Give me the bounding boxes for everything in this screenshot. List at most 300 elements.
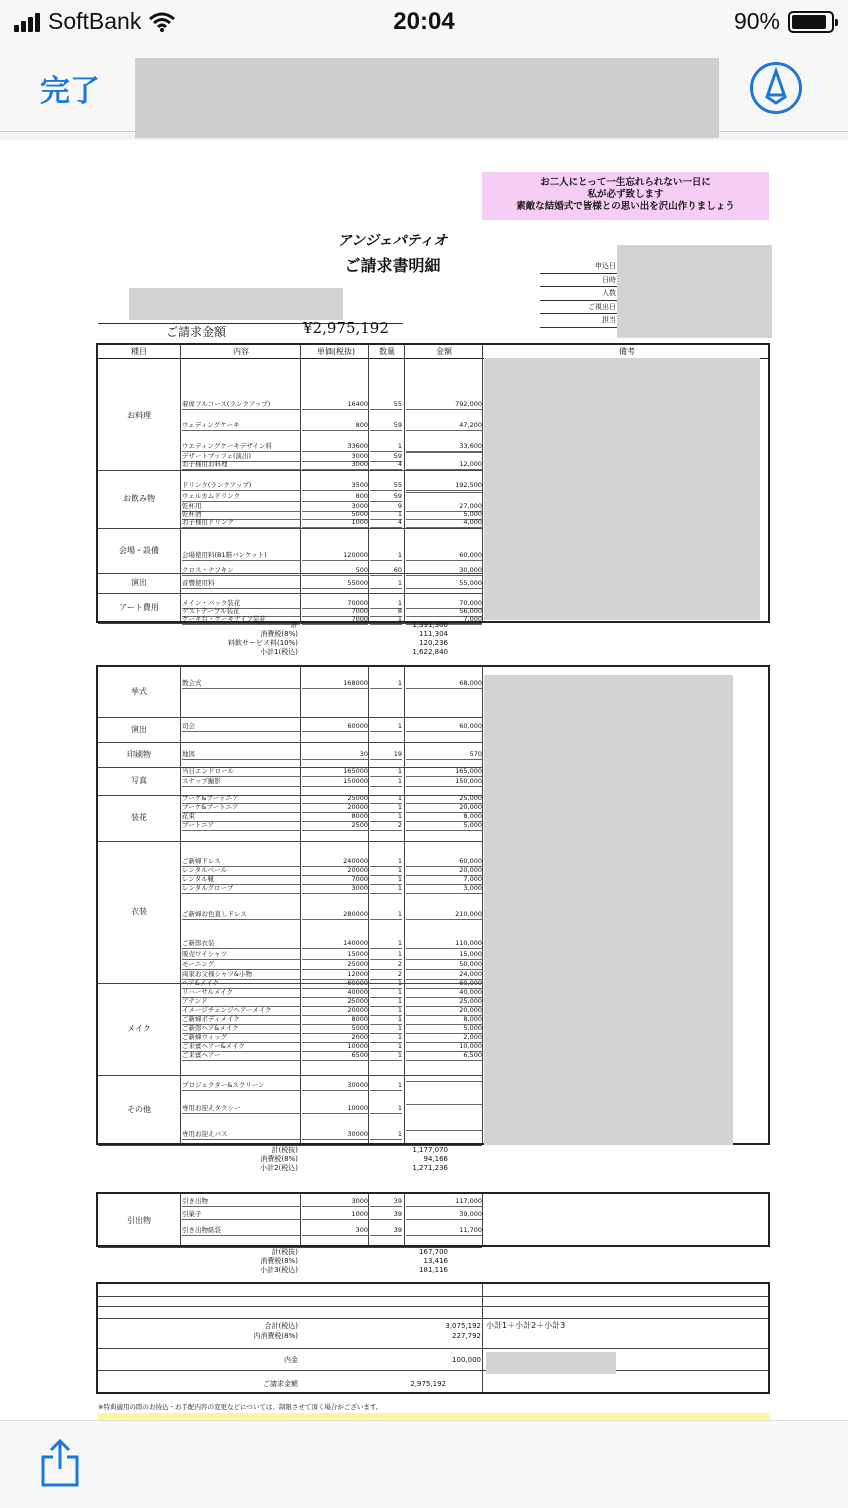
amount: 60,000 (406, 979, 482, 989)
summary-row (98, 1155, 482, 1164)
item-name: レンタルグローブ (182, 884, 300, 894)
deposit-label: 内金 (284, 1356, 298, 1364)
quantity: 1 (370, 679, 402, 689)
item-name: 引菓子 (182, 1210, 300, 1220)
amount: 33,600 (406, 442, 482, 452)
quantity: 1 (370, 551, 402, 561)
redacted-client (129, 288, 343, 320)
unit-price: 25000 (302, 960, 368, 970)
quantity: 39 (370, 1226, 402, 1236)
status-bar (0, 0, 848, 44)
unit-price: 1000 (302, 518, 368, 528)
table-row (98, 1081, 488, 1090)
quantity: 1 (370, 866, 402, 876)
quantity: 1 (370, 1130, 402, 1140)
table-row (98, 857, 488, 866)
redacted-remarks (484, 358, 760, 620)
table-row (98, 400, 488, 409)
unit-price: 5000 (302, 510, 368, 520)
amount: 8,000 (406, 1015, 482, 1025)
category-label: 演出 (131, 724, 147, 734)
unit-price: 165000 (302, 767, 368, 777)
meta-label: ご視出日 (540, 301, 620, 315)
quantity: 39 (370, 1197, 402, 1207)
amount: 210,000 (406, 910, 482, 920)
quantity: 1 (370, 803, 402, 813)
quantity: 1 (370, 979, 402, 989)
item-name: スナップ撮影 (182, 777, 300, 787)
markup-pen-icon[interactable] (750, 62, 802, 114)
table-row (98, 997, 488, 1006)
header-qty: 数量 (379, 347, 395, 356)
unit-price: 7000 (302, 615, 368, 625)
message-banner (482, 172, 769, 220)
amount: 792,000 (406, 400, 482, 410)
unit-price: 7000 (302, 607, 368, 617)
quantity: 1 (370, 997, 402, 1007)
quantity: 1 (370, 722, 402, 732)
bottom-toolbar (0, 1420, 848, 1508)
amount: 7,000 (406, 615, 482, 625)
amount: 20,000 (406, 803, 482, 813)
banner-line: お二人にとって一生忘れられない一日に (540, 177, 711, 188)
category-label: その他 (127, 1105, 151, 1114)
unit-price: 140000 (302, 939, 368, 949)
unit-price: 3000 (302, 452, 368, 462)
summary-row (98, 621, 482, 630)
quantity: 1 (370, 615, 402, 625)
unit-price: 20000 (302, 866, 368, 876)
unit-price: 7000 (302, 875, 368, 885)
amount: 20,000 (406, 866, 482, 876)
amount: 55,000 (406, 579, 482, 589)
quantity: 1 (370, 1033, 402, 1043)
billing-row (98, 1380, 498, 1389)
unit-price: 2000 (302, 1033, 368, 1043)
quantity: 1 (370, 950, 402, 960)
unit-price: 25000 (302, 997, 368, 1007)
item-name: プロジェクター&スクリーン (182, 1081, 300, 1091)
item-name: ウェルカムドリンク (182, 492, 300, 502)
quantity: 4 (370, 460, 402, 470)
category-label: 衣装 (131, 907, 147, 916)
unit-price: 3500 (302, 481, 368, 491)
grand-total-note: 小計1＋小計2＋小計3 (486, 1321, 566, 1330)
unit-price: 55000 (302, 579, 368, 589)
header-remarks: 備考 (619, 347, 635, 356)
redacted-deposit (486, 1352, 616, 1374)
item-name: 販売ワイシャツ (182, 950, 300, 960)
table-row (98, 1006, 488, 1015)
item-name: ブーケ&ブートニア (182, 803, 300, 813)
item-name: ご新婦お色直しドレス (182, 910, 300, 920)
meta-fields (540, 260, 620, 328)
unit-price: 5000 (302, 1024, 368, 1034)
amount (406, 1104, 482, 1105)
summary-label: 消費税(8%) (260, 630, 298, 638)
header-category: 種目 (131, 347, 147, 356)
unit-price: 30000 (302, 1081, 368, 1091)
unit-price: 20000 (302, 803, 368, 813)
section3-table (96, 1192, 770, 1247)
quantity: 1 (370, 1081, 402, 1091)
unit-price: 2500 (302, 821, 368, 831)
amount: 70,000 (406, 599, 482, 609)
billing-total-value: ¥2,975,192 (303, 319, 389, 337)
item-name: 教会式 (182, 679, 300, 689)
quantity: 1 (370, 1051, 402, 1061)
grand-total-value: 3,075,192 (445, 1322, 481, 1330)
amount: 570 (406, 750, 482, 760)
amount: 6,500 (406, 1051, 482, 1061)
category-label: 演出 (131, 578, 147, 587)
category-label: 装花 (131, 813, 147, 822)
item-name: メイン・バック装花 (182, 599, 300, 609)
quantity: 1 (370, 794, 402, 804)
item-name: モーニング (182, 960, 300, 970)
quantity: 1 (370, 599, 402, 609)
table-row (98, 803, 488, 812)
unit-price: 150000 (302, 777, 368, 787)
table-row (98, 939, 488, 948)
item-name: 両家お父様シャツ&小物 (182, 970, 300, 980)
battery-icon (788, 11, 834, 33)
item-name: リハーサルメイク (182, 988, 300, 998)
unit-price: 10000 (302, 1104, 368, 1114)
amount: 5,000 (406, 821, 482, 831)
unit-price: 3000 (302, 1197, 368, 1207)
grand-total-row (98, 1322, 498, 1331)
amount: 2,000 (406, 1033, 482, 1043)
amount: 165,000 (406, 767, 482, 777)
table-row (98, 421, 488, 430)
quantity: 1 (370, 884, 402, 894)
quantity: 8 (370, 607, 402, 617)
grand-total-label: 合計(税込) (264, 1322, 298, 1330)
summary-label: 計(税抜) (271, 1248, 298, 1256)
item-name: ご来賓ヘアー&メイク (182, 1042, 300, 1052)
summary-row (98, 1266, 482, 1275)
summary-value: 1,271,236 (412, 1164, 448, 1172)
unit-price: 15000 (302, 950, 368, 960)
quantity: 1 (370, 939, 402, 949)
item-name: クロス・ナフキン (182, 566, 300, 576)
quantity: 1 (370, 767, 402, 777)
quantity: 1 (370, 777, 402, 787)
item-name: お子様用ドリンク (182, 518, 300, 528)
carrier-label: SoftBank (48, 8, 142, 34)
tax-value: 227,792 (452, 1332, 481, 1340)
amount (406, 1130, 482, 1131)
item-name: ブートニア (182, 821, 300, 831)
quantity: 39 (370, 1210, 402, 1220)
item-name: 花束 (182, 812, 300, 822)
unit-price: 20000 (302, 1006, 368, 1016)
category-label: 引出物 (127, 1215, 151, 1225)
amount: 60,000 (406, 722, 482, 732)
banner-line: 私が必ず致します (587, 189, 664, 200)
deposit-value: 100,000 (452, 1356, 481, 1364)
document-title: ご請求書明細 (344, 256, 441, 275)
table-row (98, 960, 488, 969)
quantity: 1 (370, 579, 402, 589)
summary-row (98, 1257, 482, 1266)
share-icon[interactable] (40, 1437, 80, 1487)
amount: 8,000 (406, 812, 482, 822)
summary-label: 小計2(税込) (260, 1164, 298, 1172)
header-amount: 金額 (436, 347, 452, 356)
quantity: 59 (370, 452, 402, 462)
item-name: 乾杯酒 (182, 510, 300, 520)
table-row (98, 866, 488, 875)
tax-label: 内消費税(8%) (253, 1332, 298, 1340)
item-name: ご新婦ボディメイク (182, 1015, 300, 1025)
table-row (98, 988, 488, 997)
amount: 40,000 (406, 988, 482, 998)
summary-row (98, 639, 482, 648)
unit-price: 120000 (302, 551, 368, 561)
item-name: ご来賓ヘアー (182, 1051, 300, 1061)
category-label: 印刷物 (127, 749, 151, 759)
unit-price: 6500 (302, 1051, 368, 1061)
unit-price: 3000 (302, 502, 368, 512)
summary-value: 120,236 (419, 639, 448, 647)
quantity: 1 (370, 875, 402, 885)
unit-price: 3000 (302, 884, 368, 894)
summary-label: 消費税(8%) (260, 1257, 298, 1265)
item-name: ドリンク(ランクアップ) (182, 481, 300, 491)
quantity: 1 (370, 857, 402, 867)
document-page (0, 140, 848, 1420)
unit-price: 12000 (302, 970, 368, 980)
item-name: ご新郎衣装 (182, 939, 300, 949)
amount: 60,000 (406, 551, 482, 561)
quantity: 1 (370, 812, 402, 822)
grand-total-table (96, 1282, 770, 1394)
table-row (98, 875, 488, 884)
quantity: 4 (370, 518, 402, 528)
category-label: 写真 (131, 776, 147, 785)
item-name: ケーキ台・ケーキナイフ装花 (182, 615, 300, 625)
unit-price: 40000 (302, 988, 368, 998)
amount: 39,000 (406, 1210, 482, 1220)
summary-label: 消費税(8%) (260, 1155, 298, 1163)
amount: 24,000 (406, 970, 482, 980)
table-row (98, 1197, 488, 1206)
table-row (98, 481, 488, 490)
unit-price: 60000 (302, 722, 368, 732)
unit-price: 168000 (302, 679, 368, 689)
item-name: レンタル靴 (182, 875, 300, 885)
amount: 7,000 (406, 875, 482, 885)
summary-value: 94,166 (423, 1155, 448, 1163)
unit-price: 30000 (302, 1130, 368, 1140)
summary-label: 料飲サービス料(10%) (227, 639, 298, 647)
item-name: ご新郎ヘア&メイク (182, 1024, 300, 1034)
battery-percent: 90% (733, 8, 780, 34)
summary-row (98, 1146, 482, 1155)
billing-label: ご請求金額 (263, 1380, 298, 1388)
item-name: 引き出物紙袋 (182, 1226, 300, 1236)
amount: 117,000 (406, 1197, 482, 1207)
amount: 27,000 (406, 502, 482, 512)
quantity: 2 (370, 960, 402, 970)
quantity: 59 (370, 421, 402, 431)
quantity: 1 (370, 910, 402, 920)
summary-value: 167,700 (419, 1248, 448, 1256)
unit-price: 800 (302, 421, 368, 431)
amount: 4,000 (406, 518, 482, 528)
item-name: レンタルベール (182, 866, 300, 876)
quantity: 59 (370, 492, 402, 502)
summary-label: 計(税抜) (271, 1146, 298, 1154)
redacted-meta (617, 245, 772, 338)
billing-total-line (98, 319, 403, 339)
done-button[interactable]: 完了 (40, 74, 100, 109)
unit-price: 16400 (302, 400, 368, 410)
summary-value: 13,416 (423, 1257, 448, 1265)
amount: 56,000 (406, 607, 482, 617)
unit-price: 30 (302, 750, 368, 760)
item-name: 地図 (182, 750, 300, 760)
amount: 50,000 (406, 960, 482, 970)
summary-label: 小計1(税込) (260, 648, 298, 656)
amount: 11,700 (406, 1226, 482, 1236)
quantity: 60 (370, 566, 402, 576)
item-name: 音響使用料 (182, 579, 300, 589)
table-row (98, 1130, 488, 1139)
summary-value: 1,622,840 (412, 648, 448, 656)
header-unit-price: 単価(税抜) (316, 347, 356, 356)
unit-price: 8000 (302, 1015, 368, 1025)
category-label: 会場・設備 (119, 545, 159, 555)
quantity: 9 (370, 502, 402, 512)
quantity: 1 (370, 1015, 402, 1025)
quantity: 1 (370, 1042, 402, 1052)
quantity: 1 (370, 1024, 402, 1034)
item-name: アテンド (182, 997, 300, 1007)
status-right (734, 8, 834, 35)
item-name: 着席フルコース(ランクアップ) (182, 400, 300, 410)
item-name: ゲストテーブル装花 (182, 607, 300, 617)
summary-label: 小計3(税込) (260, 1266, 298, 1274)
clock: 20:04 (393, 8, 455, 35)
quantity: 2 (370, 970, 402, 980)
table-row (98, 1226, 488, 1235)
amount: 5,000 (406, 1024, 482, 1034)
category-label: メイク (127, 1024, 151, 1033)
item-name: イメージチェンジヘアーメイク (182, 1006, 300, 1016)
quantity: 55 (370, 481, 402, 491)
unit-price: 60000 (302, 979, 368, 989)
unit-price: 25000 (302, 794, 368, 804)
billing-total-label: ご請求金額 (166, 325, 227, 339)
amount: 10,000 (406, 1042, 482, 1052)
amount: 25,000 (406, 997, 482, 1007)
table-row (98, 1051, 488, 1060)
item-name: 司会 (182, 722, 300, 732)
billing-value: 2,975,192 (410, 1380, 446, 1388)
amount: 25,000 (406, 794, 482, 804)
item-name: お子様用お料理 (182, 460, 300, 470)
unit-price: 300 (302, 1226, 368, 1236)
table-row (98, 950, 488, 959)
table-row (98, 1033, 488, 1042)
quantity: 19 (370, 750, 402, 760)
summary-value: 111,304 (419, 630, 448, 638)
meta-label: 人数 (540, 287, 620, 301)
meta-label: 申込日 (540, 260, 620, 274)
amount: 12,000 (406, 460, 482, 470)
amount: 15,000 (406, 950, 482, 960)
item-name: 専用お迎えタクシー (182, 1104, 300, 1114)
nav-bar (0, 44, 848, 132)
amount (406, 1081, 482, 1082)
amount: 110,000 (406, 939, 482, 949)
summary-label: 計 (291, 621, 298, 629)
unit-price: 33600 (302, 442, 368, 452)
unit-price: 8000 (302, 812, 368, 822)
table-row (98, 442, 488, 451)
quantity: 2 (370, 821, 402, 831)
deposit-row (98, 1356, 498, 1365)
meta-label: 担当 (540, 314, 620, 328)
category-label: アート費用 (119, 603, 159, 612)
quantity: 1 (370, 1006, 402, 1016)
amount: 47,200 (406, 421, 482, 431)
item-name: デザートブッフェ(演出) (182, 452, 300, 462)
item-name: ヘア&メイク (182, 979, 300, 989)
summary-row (98, 1248, 482, 1257)
table-row (98, 884, 488, 893)
table-row (98, 518, 488, 527)
amount: 68,000 (406, 679, 482, 689)
unit-price: 800 (302, 492, 368, 502)
amount: 3,000 (406, 884, 482, 894)
unit-price: 3000 (302, 460, 368, 470)
table-row (98, 1042, 488, 1051)
summary-row (98, 648, 482, 657)
item-name: ブーケ&ブートニア (182, 794, 300, 804)
item-name: ウェディングケーキ (182, 421, 300, 431)
summary-value: 181,116 (419, 1266, 448, 1274)
company-name: アンジェパティオ (337, 233, 448, 249)
unit-price: 280000 (302, 910, 368, 920)
amount: 20,000 (406, 1006, 482, 1016)
amount: 5,000 (406, 510, 482, 520)
summary-row (98, 1164, 482, 1173)
table-header (98, 345, 768, 359)
footnote: ※特典適用の際のお持込・お手配内容の変更などについては、制限させて頂く場合がございます。 (98, 1403, 383, 1411)
unit-price: 500 (302, 566, 368, 576)
quantity: 1 (370, 988, 402, 998)
item-name: ウエディングケーキデザイン料 (182, 442, 300, 452)
unit-price: 70000 (302, 599, 368, 609)
table-row (98, 970, 488, 979)
amount (406, 492, 482, 493)
amount: 150,000 (406, 777, 482, 787)
category-label: お料理 (127, 410, 151, 420)
amount (406, 452, 482, 453)
redacted-title (135, 58, 719, 138)
quantity: 55 (370, 400, 402, 410)
summary-value: 1,391,300 (412, 621, 448, 629)
redacted-remarks (484, 675, 733, 1145)
amount: 60,000 (406, 857, 482, 867)
unit-price: 1000 (302, 1210, 368, 1220)
item-name: ご新婦ウィッグ (182, 1033, 300, 1043)
item-name: ご新婦ドレス (182, 857, 300, 867)
